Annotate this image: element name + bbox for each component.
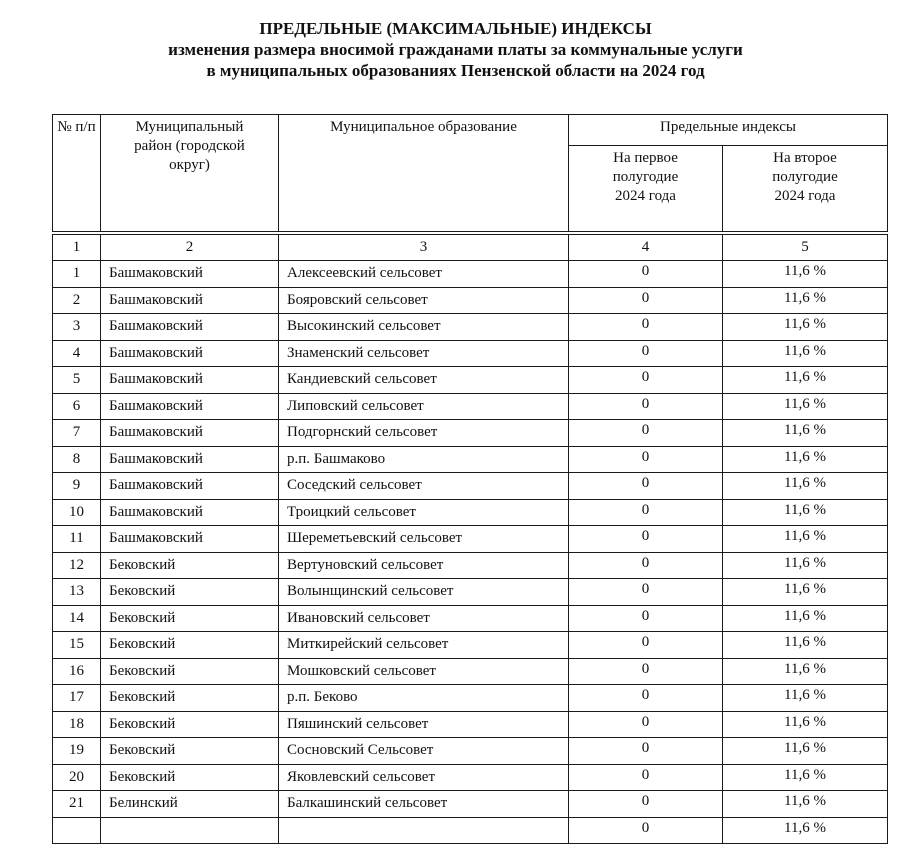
municipality-cell: Высокинский сельсовет — [279, 314, 569, 341]
table-row — [53, 314, 888, 341]
table-row — [53, 446, 888, 473]
district-cell: Бековский — [101, 685, 279, 712]
row-number: 17 — [53, 685, 101, 712]
first-half-index: 0 — [569, 473, 723, 500]
first-half-index: 0 — [569, 367, 723, 394]
first-half-index: 0 — [569, 579, 723, 606]
column-number: 1 — [53, 233, 101, 261]
row-number: 14 — [53, 605, 101, 632]
second-half-index: 11,6 % — [723, 605, 888, 632]
municipality-cell: р.п. Беково — [279, 685, 569, 712]
table-row-partial — [53, 817, 888, 843]
district-cell: Бековский — [101, 579, 279, 606]
municipality-cell: Сосновский Сельсовет — [279, 738, 569, 765]
row-number: 20 — [53, 764, 101, 791]
district-cell: Башмаковский — [101, 314, 279, 341]
table-row — [53, 738, 888, 765]
table-row — [53, 393, 888, 420]
municipality-cell: Знаменский сельсовет — [279, 340, 569, 367]
municipality-cell: Вертуновский сельсовет — [279, 552, 569, 579]
municipality-cell: Балкашинский сельсовет — [279, 791, 569, 818]
column-number: 4 — [569, 233, 723, 261]
header-first-half: На первое полугодие 2024 года — [569, 146, 723, 234]
column-numbers-row — [53, 233, 888, 261]
municipality-cell: Липовский сельсовет — [279, 393, 569, 420]
document-title — [0, 18, 911, 81]
header-municipality: Муниципальное образование — [279, 115, 569, 234]
row-number: 18 — [53, 711, 101, 738]
indices-table — [52, 114, 888, 844]
row-number: 12 — [53, 552, 101, 579]
table-row — [53, 473, 888, 500]
second-half-index: 11,6 % — [723, 817, 888, 843]
first-half-index: 0 — [569, 314, 723, 341]
row-number: 5 — [53, 367, 101, 394]
district-cell: Бековский — [101, 711, 279, 738]
column-number: 3 — [279, 233, 569, 261]
header-num: № п/п — [53, 115, 101, 234]
row-number: 9 — [53, 473, 101, 500]
second-half-index: 11,6 % — [723, 764, 888, 791]
title-line-3: в муниципальных образованиях Пензенской области на 2024 год — [206, 61, 705, 80]
district-cell: Башмаковский — [101, 287, 279, 314]
first-half-index: 0 — [569, 817, 723, 843]
first-half-index: 0 — [569, 526, 723, 553]
municipality-cell: Шереметьевский сельсовет — [279, 526, 569, 553]
first-half-index: 0 — [569, 446, 723, 473]
district-cell: Бековский — [101, 552, 279, 579]
column-number: 2 — [101, 233, 279, 261]
row-number: 4 — [53, 340, 101, 367]
municipality-cell: Ивановский сельсовет — [279, 605, 569, 632]
second-half-index: 11,6 % — [723, 685, 888, 712]
first-half-index: 0 — [569, 685, 723, 712]
table-row — [53, 287, 888, 314]
second-half-index: 11,6 % — [723, 632, 888, 659]
row-number: 16 — [53, 658, 101, 685]
column-number: 5 — [723, 233, 888, 261]
municipality-cell: Подгорнский сельсовет — [279, 420, 569, 447]
row-number: 3 — [53, 314, 101, 341]
row-number: 2 — [53, 287, 101, 314]
municipality-cell: Троицкий сельсовет — [279, 499, 569, 526]
district-cell: Бековский — [101, 605, 279, 632]
second-half-index: 11,6 % — [723, 446, 888, 473]
second-half-index: 11,6 % — [723, 340, 888, 367]
row-number — [53, 817, 101, 843]
title-line-1: ПРЕДЕЛЬНЫЕ (МАКСИМАЛЬНЫЕ) ИНДЕКСЫ — [259, 19, 652, 38]
first-half-index: 0 — [569, 738, 723, 765]
row-number: 6 — [53, 393, 101, 420]
municipality-cell: Яковлевский сельсовет — [279, 764, 569, 791]
first-half-index: 0 — [569, 340, 723, 367]
municipality-cell: Мошковский сельсовет — [279, 658, 569, 685]
district-cell: Башмаковский — [101, 393, 279, 420]
row-number: 10 — [53, 499, 101, 526]
first-half-index: 0 — [569, 711, 723, 738]
first-half-index: 0 — [569, 605, 723, 632]
second-half-index: 11,6 % — [723, 658, 888, 685]
first-half-index: 0 — [569, 791, 723, 818]
first-half-index: 0 — [569, 393, 723, 420]
district-cell: Бековский — [101, 738, 279, 765]
district-cell: Белинский — [101, 791, 279, 818]
district-cell: Башмаковский — [101, 261, 279, 288]
table-row — [53, 632, 888, 659]
district-cell: Бековский — [101, 632, 279, 659]
municipality-cell: Волынщинский сельсовет — [279, 579, 569, 606]
first-half-index: 0 — [569, 658, 723, 685]
second-half-index: 11,6 % — [723, 738, 888, 765]
second-half-index: 11,6 % — [723, 314, 888, 341]
second-half-index: 11,6 % — [723, 473, 888, 500]
second-half-index: 11,6 % — [723, 420, 888, 447]
district-cell: Башмаковский — [101, 446, 279, 473]
second-half-index: 11,6 % — [723, 526, 888, 553]
table-row — [53, 605, 888, 632]
table-row — [53, 685, 888, 712]
municipality-cell: Алексеевский сельсовет — [279, 261, 569, 288]
first-half-index: 0 — [569, 420, 723, 447]
district-cell: Башмаковский — [101, 499, 279, 526]
table-row — [53, 340, 888, 367]
row-number: 11 — [53, 526, 101, 553]
table-row — [53, 552, 888, 579]
second-half-index: 11,6 % — [723, 261, 888, 288]
first-half-index: 0 — [569, 764, 723, 791]
table-row — [53, 367, 888, 394]
header-limits-group: Предельные индексы — [569, 115, 888, 146]
row-number: 13 — [53, 579, 101, 606]
table-row — [53, 526, 888, 553]
municipality-cell — [279, 817, 569, 843]
district-cell: Башмаковский — [101, 526, 279, 553]
first-half-index: 0 — [569, 632, 723, 659]
second-half-index: 11,6 % — [723, 393, 888, 420]
municipality-cell: Кандиевский сельсовет — [279, 367, 569, 394]
municipality-cell: Бояровский сельсовет — [279, 287, 569, 314]
second-half-index: 11,6 % — [723, 711, 888, 738]
municipality-cell: Соседский сельсовет — [279, 473, 569, 500]
second-half-index: 11,6 % — [723, 287, 888, 314]
title-line-2: изменения размера вносимой гражданами платы за коммунальные услуги — [168, 40, 743, 59]
table-row — [53, 261, 888, 288]
municipality-cell: р.п. Башмаково — [279, 446, 569, 473]
municipality-cell: Миткирейский сельсовет — [279, 632, 569, 659]
district-cell: Бековский — [101, 658, 279, 685]
second-half-index: 11,6 % — [723, 499, 888, 526]
district-cell: Башмаковский — [101, 367, 279, 394]
municipality-cell: Пяшинский сельсовет — [279, 711, 569, 738]
district-cell — [101, 817, 279, 843]
header-second-half: На второе полугодие 2024 года — [723, 146, 888, 234]
row-number: 15 — [53, 632, 101, 659]
table-row — [53, 791, 888, 818]
table-row — [53, 658, 888, 685]
second-half-index: 11,6 % — [723, 552, 888, 579]
table-row — [53, 420, 888, 447]
table-row — [53, 579, 888, 606]
row-number: 21 — [53, 791, 101, 818]
table-row — [53, 499, 888, 526]
header-district: Муниципальный район (городской округ) — [101, 115, 279, 234]
first-half-index: 0 — [569, 552, 723, 579]
second-half-index: 11,6 % — [723, 367, 888, 394]
row-number: 1 — [53, 261, 101, 288]
district-cell: Башмаковский — [101, 420, 279, 447]
row-number: 19 — [53, 738, 101, 765]
row-number: 7 — [53, 420, 101, 447]
first-half-index: 0 — [569, 287, 723, 314]
second-half-index: 11,6 % — [723, 791, 888, 818]
table-row — [53, 764, 888, 791]
first-half-index: 0 — [569, 499, 723, 526]
district-cell: Башмаковский — [101, 473, 279, 500]
first-half-index: 0 — [569, 261, 723, 288]
district-cell: Башмаковский — [101, 340, 279, 367]
district-cell: Бековский — [101, 764, 279, 791]
second-half-index: 11,6 % — [723, 579, 888, 606]
row-number: 8 — [53, 446, 101, 473]
table-row — [53, 711, 888, 738]
